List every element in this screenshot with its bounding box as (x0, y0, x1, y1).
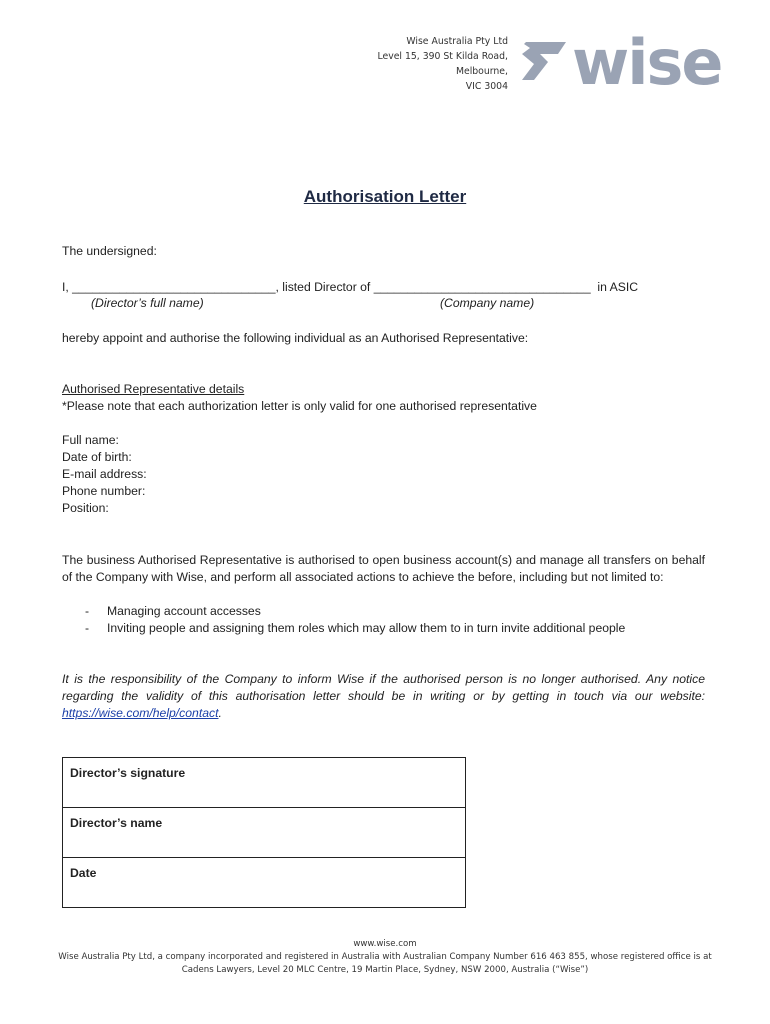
address-line: Wise Australia Pty Ltd (406, 36, 508, 47)
responsibility-end: . (218, 706, 222, 720)
company-name-caption: (Company name) (440, 296, 535, 310)
list-item (85, 620, 625, 637)
bullet-text: Inviting people and assigning them roles which may allow them to in turn invite additional people (107, 621, 626, 635)
responsibility-text: It is the responsibility of the Company to inform Wise if the authorised person is no longer authorised. Any notice regarding the validity of this authorisation letter should be in writing or by getting in touch via our website: (62, 672, 705, 703)
authority-paragraph: The business Authorised Representative is authorised to open business account(s) and manage all transfers on behalf of the Company with Wise, and perform all associated actions to achieve the before, including but not limited to: (62, 553, 705, 584)
table-row (63, 758, 466, 808)
wise-logo-text: wise (572, 34, 722, 90)
table-row (63, 808, 466, 858)
field-full-name: Full name: (62, 433, 119, 447)
director-signature-cell[interactable]: Director’s signature (63, 758, 466, 808)
field-position: Position: (62, 501, 109, 515)
director-name-caption: (Director’s full name) (91, 296, 204, 310)
rep-fields (62, 432, 147, 517)
appointment-line: I, ______________________________, listed Director of ________________________________ in ASIC (62, 280, 639, 294)
contact-link[interactable]: https://wise.com/help/contact (62, 706, 219, 720)
rep-details-heading: Authorised Representative details (62, 382, 245, 396)
company-address (377, 34, 508, 94)
list-item (85, 603, 261, 620)
address-line: Level 15, 390 St Kilda Road, (377, 51, 508, 62)
director-name-cell[interactable]: Director’s name (63, 808, 466, 858)
responsibility-notice (62, 671, 705, 722)
wise-flag-icon (522, 42, 566, 80)
footer-line: Cadens Lawyers, Level 20 MLC Centre, 19 Martin Place, Sydney, NSW 2000, Australia (“Wise”) (181, 965, 589, 975)
date-cell[interactable]: Date (63, 858, 466, 908)
footer-line: Wise Australia Pty Ltd, a company incorporated and registered in Australia with Australian Company Number 616 463 855, whose registered office is at (58, 952, 712, 962)
undersigned-text: The undersigned: (62, 244, 157, 258)
appoint-statement: hereby appoint and authorise the following individual as an Authorised Representative: (62, 331, 529, 345)
footer (0, 938, 770, 977)
field-date-of-birth: Date of birth: (62, 450, 132, 464)
bullet-marker: - (85, 621, 90, 635)
bullet-text: Managing account accesses (107, 604, 261, 618)
bullet-marker: - (85, 604, 90, 618)
signature-table (62, 757, 466, 908)
wise-logo (520, 34, 750, 90)
field-email: E-mail address: (62, 467, 147, 481)
footer-website: www.wise.com (353, 939, 417, 949)
field-phone: Phone number: (62, 484, 146, 498)
address-line: Melbourne, (455, 66, 508, 77)
page-title: Authorisation Letter (303, 187, 467, 206)
rep-details-note: *Please note that each authorization letter is only valid for one authorised representative (62, 399, 537, 413)
address-line: VIC 3004 (465, 81, 508, 92)
table-row (63, 858, 466, 908)
